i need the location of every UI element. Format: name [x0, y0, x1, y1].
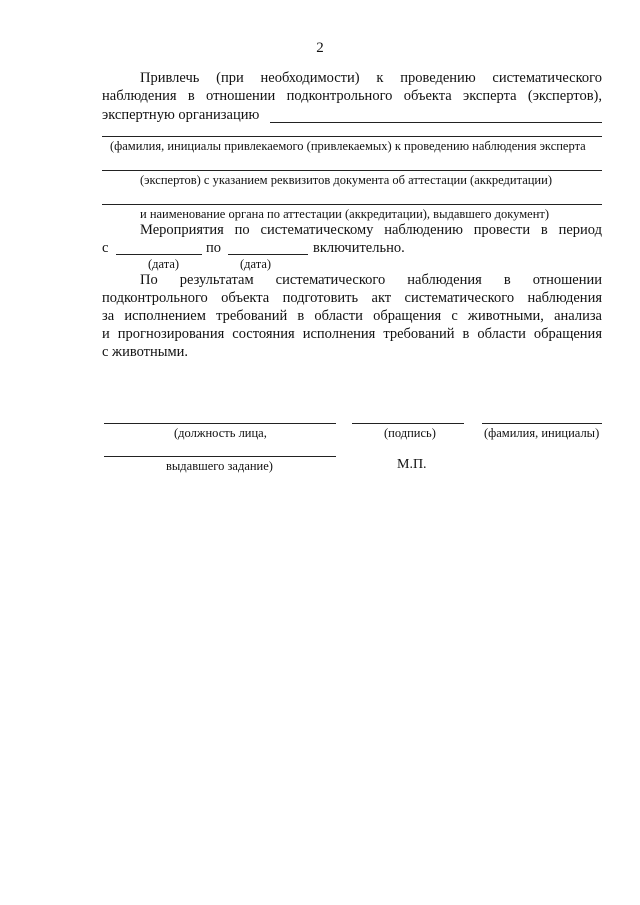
caption-expert-name: (фамилия, инициалы привлекаемого (привлекаемых) к проведению наблюдения эксперта: [110, 139, 586, 153]
paragraph-3-line-5: с животными.: [102, 344, 189, 360]
paragraph-1-line-3: экспертную организацию: [102, 107, 260, 123]
name-fill-line: [482, 423, 602, 424]
stamp-place: М.П.: [397, 457, 427, 472]
paragraph-3-line-2: подконтрольного объекта подготовить акт систематического наблюдения: [102, 290, 602, 306]
caption-position: (должность лица,: [174, 426, 267, 440]
paragraph-3-line-3: за исполнением требований в области обращения с животными, анализа: [102, 308, 602, 324]
signature-fill-line: [352, 423, 464, 424]
fill-line-2: [102, 170, 602, 171]
date-to-line: [228, 254, 308, 255]
fill-line-1: [102, 136, 602, 137]
paragraph-3-line-4: и прогнозирования состояния исполнения требований в области обращения: [102, 326, 602, 342]
caption-position-continued: выдавшего задание): [166, 459, 273, 473]
period-inclusive-word: включительно.: [313, 240, 405, 256]
period-from-word: с: [102, 240, 109, 256]
caption-accreditation-doc: (экспертов) с указанием реквизитов документа об аттестации (аккредитации): [140, 173, 552, 187]
caption-date-to: (дата): [240, 257, 272, 271]
paragraph-1-line-2: наблюдения в отношении подконтрольного объекта эксперта (экспертов),: [102, 88, 602, 104]
caption-issuing-authority: и наименование органа по аттестации (аккредитации), выдавшего документ): [140, 207, 550, 221]
position-fill-line: [104, 423, 336, 424]
fill-line-3: [102, 204, 602, 205]
paragraph-2-line-1: Мероприятия по систематическому наблюдению провести в период: [140, 222, 602, 238]
caption-date-from: (дата): [148, 257, 180, 271]
paragraph-1-line-1: Привлечь (при необходимости) к проведению систематического: [140, 70, 602, 86]
caption-full-name: (фамилия, инициалы): [484, 426, 600, 440]
period-to-word: по: [206, 240, 222, 256]
page-number: 2: [316, 40, 324, 56]
caption-signature: (подпись): [384, 426, 436, 440]
expert-fill-line: [270, 122, 602, 123]
position-fill-line-2: [104, 456, 336, 457]
date-from-line: [116, 254, 202, 255]
paragraph-3-line-1: По результатам систематического наблюдения в отношении: [140, 272, 602, 288]
